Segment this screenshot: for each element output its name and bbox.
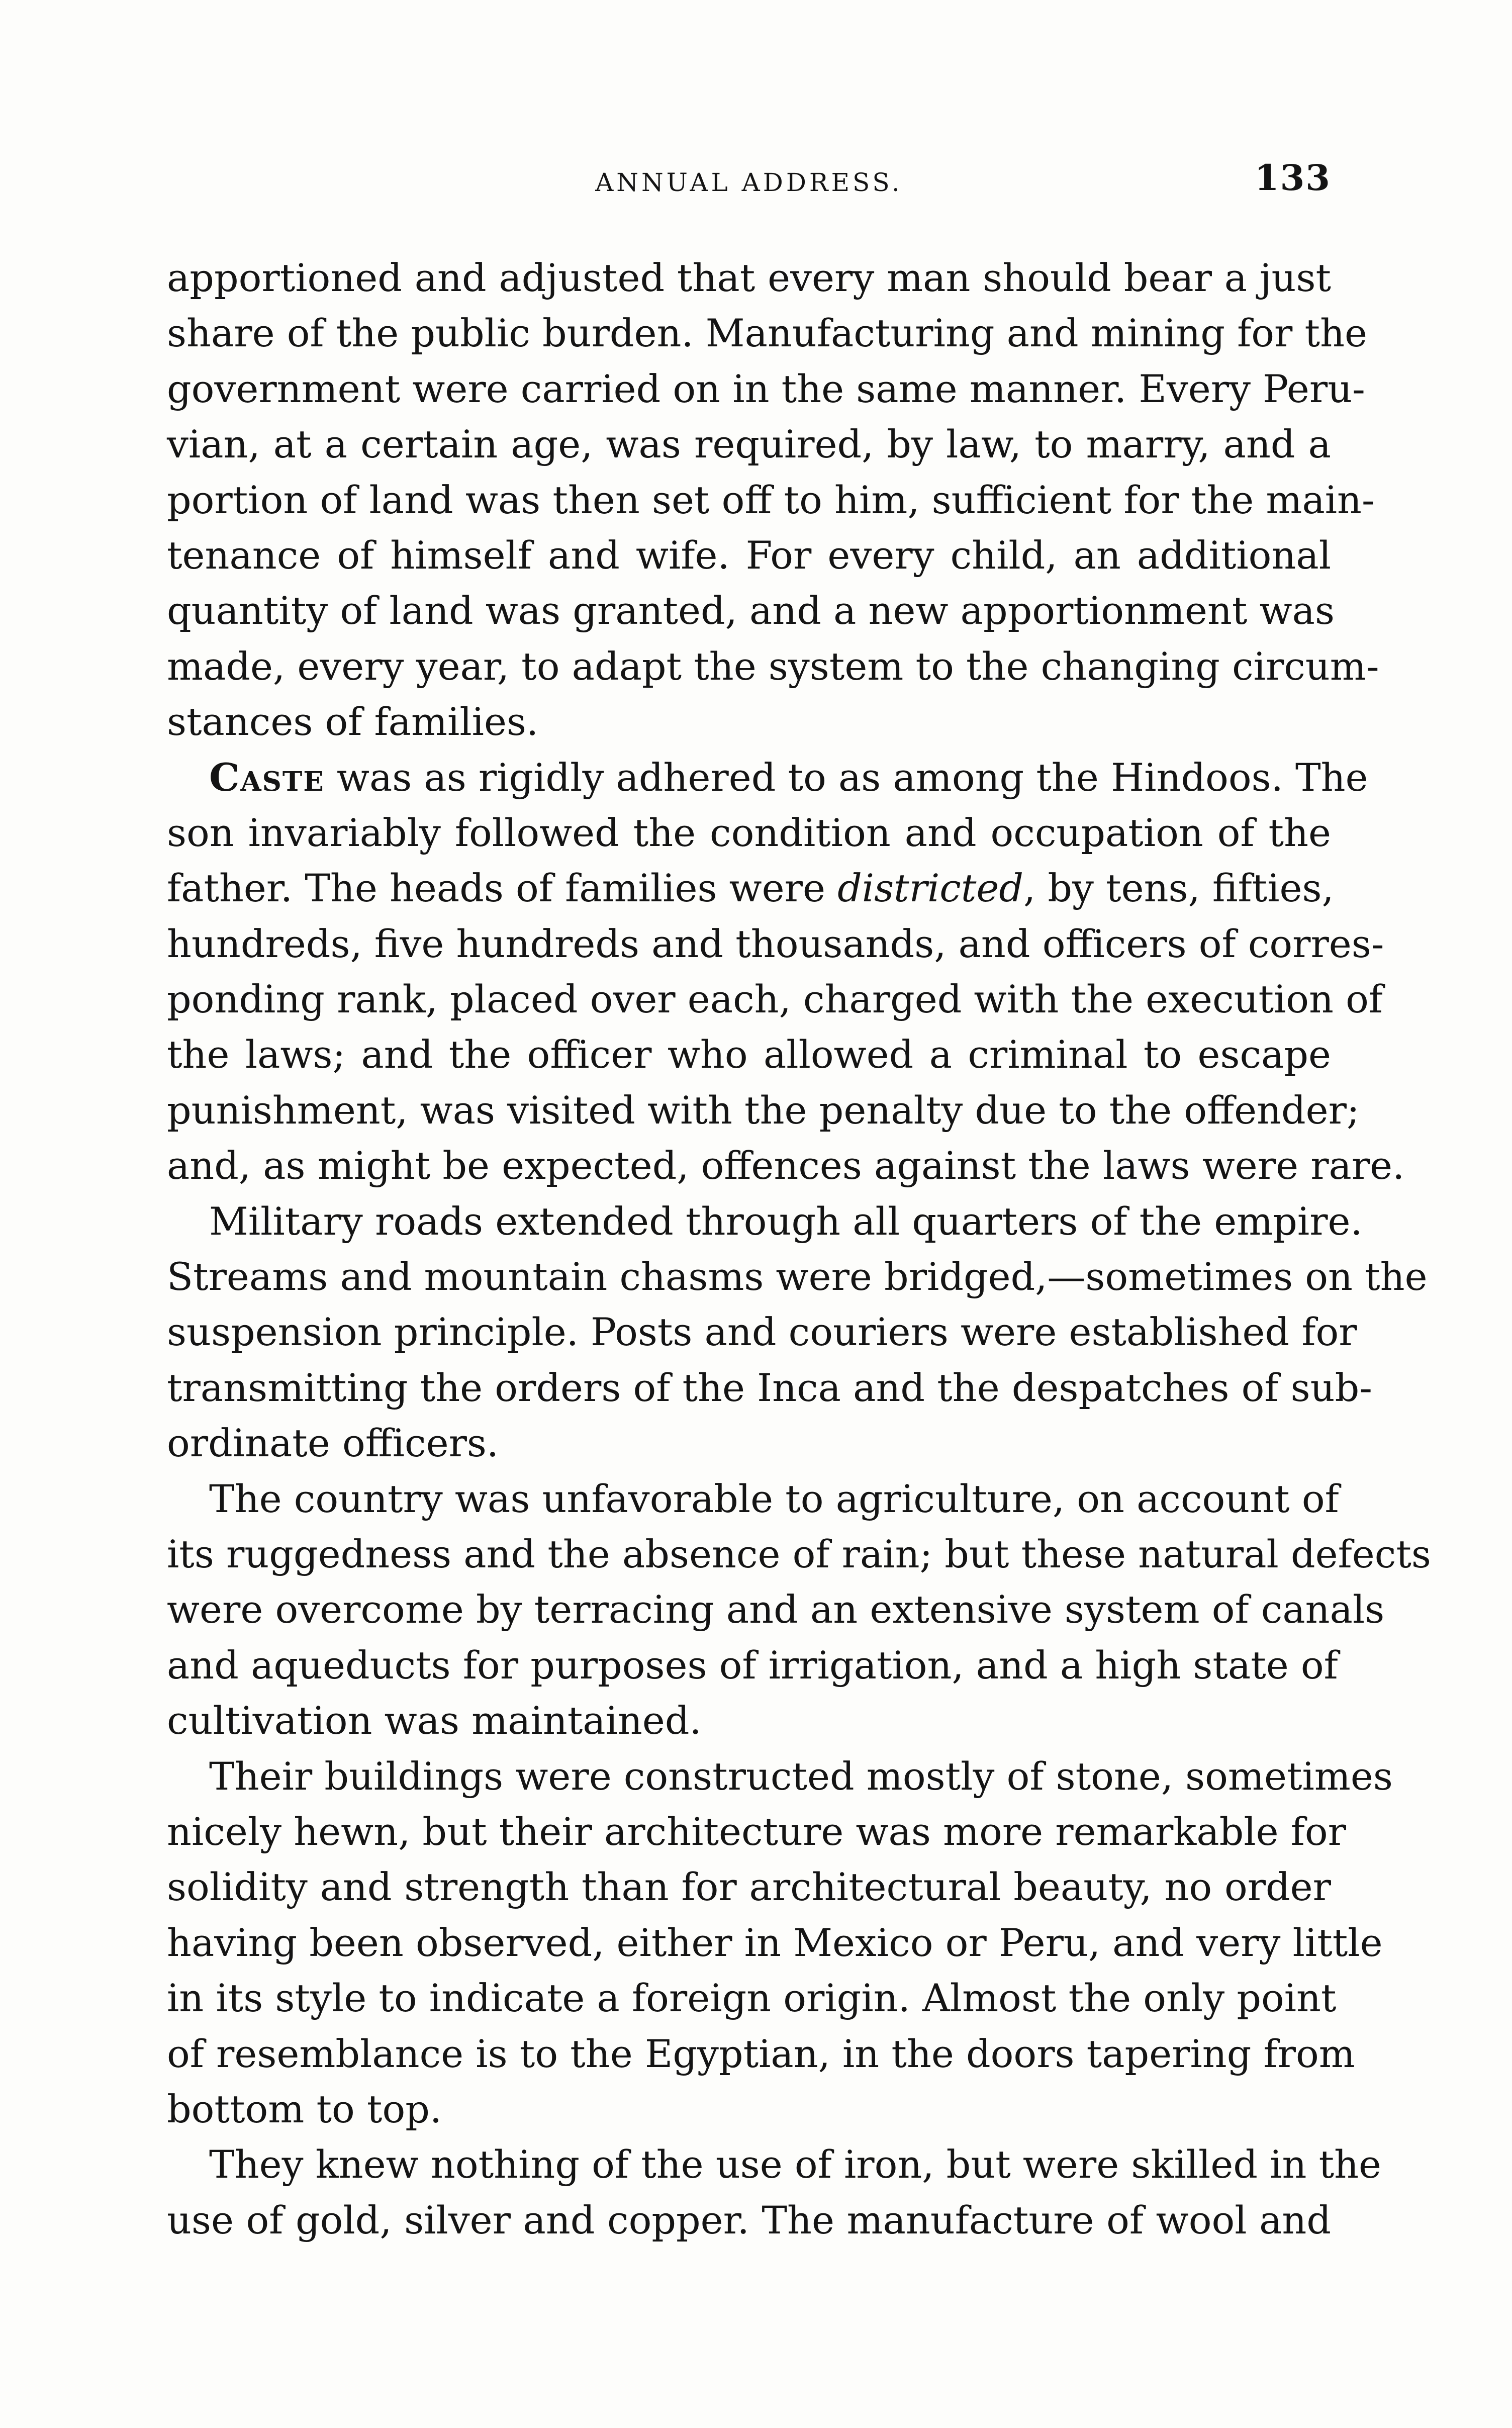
text-line: of resemblance is to the Egyptian, in the doors tapering from <box>167 2031 1355 2076</box>
text-line: cultivation was maintained. <box>167 1698 702 1743</box>
text-line <box>167 861 1334 916</box>
text-line: the laws; and the officer who allowed a criminal to escape <box>167 1032 1331 1077</box>
text-line: transmitting the orders of the Inca and the despatches of sub- <box>167 1365 1372 1410</box>
text-line: its ruggedness and the absence of rain; but these natural defects <box>167 1531 1431 1576</box>
text-line: son invariably followed the condition and occupation of the <box>167 810 1331 855</box>
caste-lead-word: Caste <box>209 755 325 800</box>
text-line: use of gold, silver and copper. The manufacture of wool and <box>167 2197 1331 2243</box>
running-head <box>167 157 1331 207</box>
text-line: solidity and strength than for architectural beauty, no order <box>167 1864 1331 1910</box>
text-line: nicely hewn, but their architecture was more remarkable for <box>167 1809 1346 1854</box>
running-title: ANNUAL ADDRESS. <box>595 168 903 197</box>
text-line: share of the public burden. Manufacturing and mining for the <box>167 311 1367 356</box>
text-line: ordinate officers. <box>167 1421 499 1466</box>
text-line: tenance of himself and wife. For every child, an additional <box>167 532 1331 578</box>
text-line: quantity of land was granted, and a new apportionment was <box>167 588 1335 633</box>
text-line: bottom to top. <box>167 2086 442 2131</box>
text-line: having been observed, either in Mexico or Peru, and very little <box>167 1920 1383 1965</box>
text-line: and aqueducts for purposes of irrigation, and a high state of <box>167 1642 1338 1688</box>
text-line: The country was unfavorable to agriculture, on account of <box>209 1476 1339 1521</box>
text-line: Their buildings were constructed mostly of stone, sometimes <box>209 1753 1393 1799</box>
text-line: were overcome by terracing and an extensive system of canals <box>167 1587 1385 1632</box>
text-line <box>167 750 1368 805</box>
text-line: hundreds, five hundreds and thousands, and officers of corres- <box>167 921 1384 966</box>
text-segment: father. The heads of families were <box>167 866 838 911</box>
text-line: made, every year, to adapt the system to the changing circum- <box>167 643 1379 689</box>
text-line: punishment, was visited with the penalty due to the offender; <box>167 1087 1360 1133</box>
text-line: Streams and mountain chasms were bridged,—sometimes on the <box>167 1254 1428 1299</box>
text-line: government were carried on in the same manner. Every Peru- <box>167 366 1365 411</box>
text-line: ponding rank, placed over each, charged with the execution of <box>167 977 1383 1022</box>
text-line: and, as might be expected, offences against the laws were rare. <box>167 1143 1405 1188</box>
text-line: They knew nothing of the use of iron, but were skilled in the <box>209 2142 1382 2187</box>
body-text <box>167 250 1431 2248</box>
text-line: stances of families. <box>167 699 539 744</box>
text-line: portion of land was then set off to him, sufficient for the main- <box>167 477 1375 522</box>
text-segment: was as rigidly adhered to as among the Hindoos. The <box>324 755 1368 800</box>
text-line: apportioned and adjusted that every man should bear a just <box>167 255 1331 300</box>
italic-word: districted <box>837 866 1023 911</box>
text-segment: , by tens, fifties, <box>1023 866 1334 911</box>
page-number: 133 <box>1254 157 1331 199</box>
book-page <box>167 0 1431 2428</box>
text-line: Military roads extended through all quarters of the empire. <box>209 1198 1363 1244</box>
text-line: vian, at a certain age, was required, by law, to marry, and a <box>167 422 1331 467</box>
text-line: suspension principle. Posts and couriers were established for <box>167 1310 1357 1355</box>
text-line: in its style to indicate a foreign origin. Almost the only point <box>167 1976 1337 2021</box>
